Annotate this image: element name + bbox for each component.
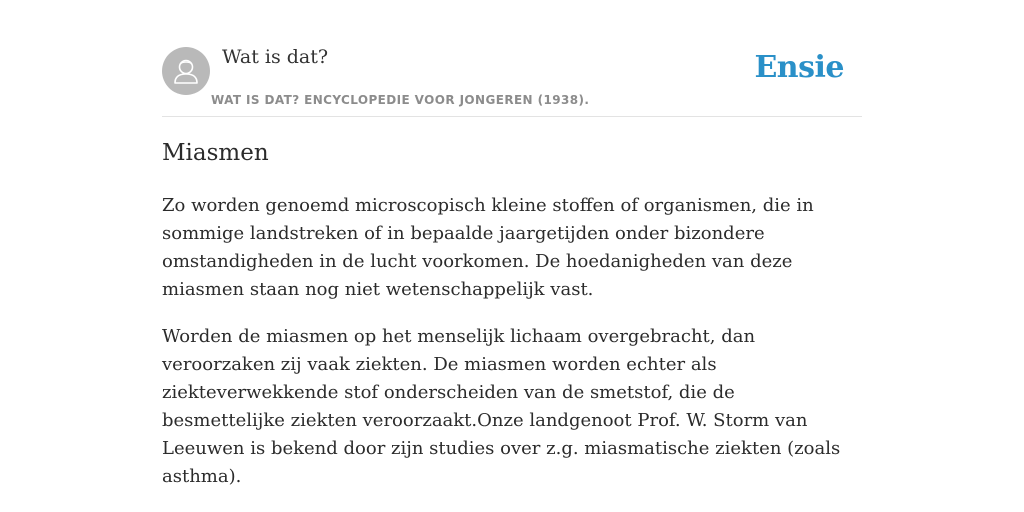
user-icon <box>162 47 210 95</box>
avatar[interactable] <box>162 47 210 95</box>
source-header <box>162 0 862 117</box>
article-body <box>162 192 862 510</box>
brand-logo[interactable]: Ensie <box>754 50 844 85</box>
page <box>162 0 862 512</box>
article-paragraph: Zo worden genoemd microscopisch kleine stoffen of organismen, die in sommige landstreken of in bepaalde jaargetijden onder bizondere omstandigheden in de lucht voorkomen. De hoedanigheden van deze miasmen staan nog niet wetenschappelijk vast. <box>162 195 814 300</box>
article-paragraph: Worden de miasmen op het menselijk lichaam overgebracht, dan veroorzaken zij vaak ziekten. De miasmen worden echter als ziekteverwekkende stof onderscheiden van de smetstof, die de besmettelijke ziekten veroorzaakt.Onze landgenoot Prof. W. Storm van Leeuwen is bekend door zijn studies over z.g. miasmatische ziekten (zoals asthma). <box>162 326 841 487</box>
source-title[interactable]: Wat is dat? <box>222 46 329 68</box>
source-subtitle[interactable]: WAT IS DAT? ENCYCLOPEDIE VOOR JONGEREN (1938). <box>211 93 590 107</box>
article-title: Miasmen <box>162 140 269 166</box>
